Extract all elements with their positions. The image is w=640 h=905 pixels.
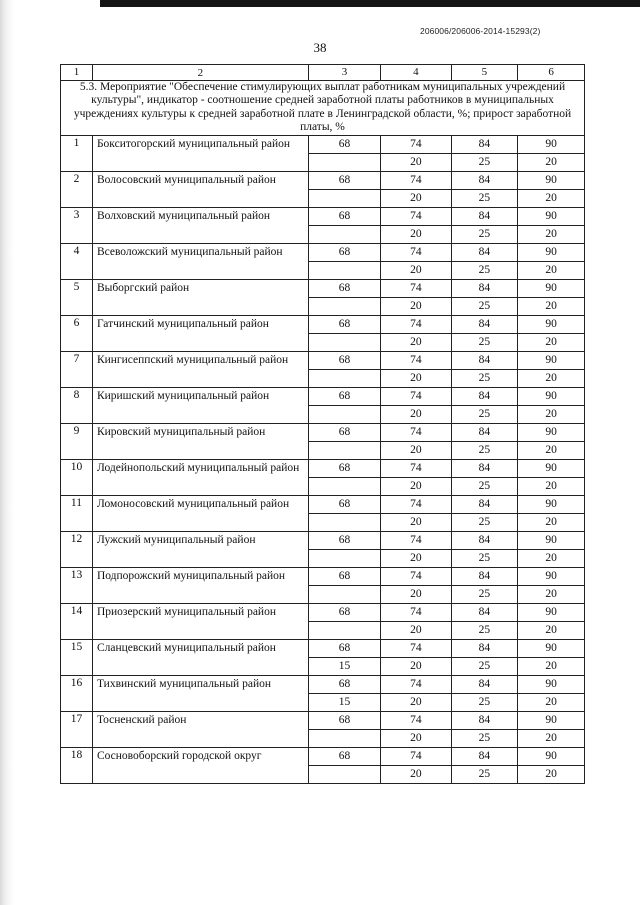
growth-cell: 20 [518,405,585,423]
column-header: 6 [518,65,585,81]
ratio-cell: 84 [451,171,518,189]
growth-cell: 20 [518,657,585,675]
row-number: 8 [61,387,93,423]
table-row [61,603,585,621]
page-number: 38 [313,40,327,55]
table-row [61,639,585,657]
growth-cell: 20 [518,333,585,351]
row-number: 4 [61,243,93,279]
district-name: Кингисеппский муниципальный район [92,351,308,387]
ratio-cell: 74 [381,207,451,225]
scan-edge-shadow [0,0,30,905]
ratio-cell: 68 [308,315,380,333]
district-name: Волховский муниципальный район [92,207,308,243]
growth-cell: 20 [381,693,451,711]
ratio-cell: 84 [451,315,518,333]
growth-cell: 15 [308,693,380,711]
ratio-cell: 68 [308,747,380,765]
ratio-cell: 84 [451,495,518,513]
ratio-cell: 74 [381,171,451,189]
ratio-cell: 90 [518,567,585,585]
growth-cell: 20 [381,765,451,783]
row-number: 11 [61,495,93,531]
growth-cell: 25 [451,369,518,387]
row-number: 15 [61,639,93,675]
growth-cell: 20 [518,513,585,531]
district-name: Тихвинский муниципальный район [92,675,308,711]
ratio-cell: 68 [308,387,380,405]
ratio-cell: 84 [451,639,518,657]
ratio-cell: 68 [308,351,380,369]
row-number: 18 [61,747,93,783]
growth-cell: 20 [381,153,451,171]
district-name: Сосновоборский городской округ [92,747,308,783]
table-row [61,531,585,549]
table-row [61,135,585,153]
ratio-cell: 90 [518,675,585,693]
ratio-cell: 74 [381,315,451,333]
table-row [61,243,585,261]
growth-cell [308,513,380,531]
ratio-cell: 74 [381,711,451,729]
table-row [61,315,585,333]
ratio-cell: 90 [518,207,585,225]
district-name: Лужский муниципальный район [92,531,308,567]
ratio-cell: 68 [308,495,380,513]
growth-cell: 20 [381,441,451,459]
growth-cell: 15 [308,657,380,675]
ratio-cell: 84 [451,531,518,549]
ratio-cell: 68 [308,531,380,549]
growth-cell: 20 [381,477,451,495]
growth-cell: 25 [451,477,518,495]
growth-cell: 25 [451,153,518,171]
ratio-cell: 84 [451,675,518,693]
growth-cell [308,729,380,747]
row-number: 7 [61,351,93,387]
growth-cell: 20 [518,189,585,207]
growth-cell [308,153,380,171]
growth-cell [308,621,380,639]
column-header: 2 [92,65,308,81]
row-number: 9 [61,423,93,459]
district-name: Киришский муниципальный район [92,387,308,423]
growth-cell: 20 [518,477,585,495]
growth-cell: 20 [381,369,451,387]
growth-cell: 20 [518,261,585,279]
ratio-cell: 90 [518,495,585,513]
growth-cell: 20 [518,225,585,243]
ratio-cell: 68 [308,135,380,153]
row-number: 12 [61,531,93,567]
ratio-cell: 74 [381,567,451,585]
column-header: 5 [451,65,518,81]
growth-cell: 20 [381,189,451,207]
growth-cell: 20 [518,297,585,315]
table-row [61,387,585,405]
ratio-cell: 84 [451,603,518,621]
ratio-cell: 84 [451,711,518,729]
ratio-cell: 74 [381,531,451,549]
growth-cell: 20 [518,765,585,783]
growth-cell: 25 [451,621,518,639]
ratio-cell: 84 [451,135,518,153]
ratio-cell: 68 [308,639,380,657]
ratio-cell: 74 [381,747,451,765]
ratio-cell: 68 [308,279,380,297]
growth-cell: 20 [518,621,585,639]
growth-cell: 20 [381,297,451,315]
growth-cell: 20 [518,729,585,747]
column-header-row [61,65,585,81]
table-row [61,351,585,369]
ratio-cell: 84 [451,459,518,477]
growth-cell: 20 [518,153,585,171]
ratio-cell: 90 [518,351,585,369]
ratio-cell: 90 [518,639,585,657]
column-header: 4 [381,65,451,81]
section-title: 5.3. Мероприятие "Обеспечение стимулирующих выплат работникам муниципальных учреждений культуры", индикатор - соотношение средней заработной платы работников в муниципальных учреждениях культуры к средней заработной плате в Ленинградской области, %; прирост заработной платы, % [61,80,585,135]
ratio-cell: 68 [308,243,380,261]
ratio-cell: 90 [518,531,585,549]
growth-cell [308,585,380,603]
section-title-row [61,80,585,135]
ratio-cell: 90 [518,279,585,297]
table-row [61,747,585,765]
column-header: 3 [308,65,380,81]
growth-cell: 20 [381,405,451,423]
ratio-cell: 90 [518,243,585,261]
district-name: Ломоносовский муниципальный район [92,495,308,531]
ratio-cell: 68 [308,459,380,477]
row-number: 2 [61,171,93,207]
ratio-cell: 90 [518,135,585,153]
ratio-cell: 68 [308,171,380,189]
table-row [61,675,585,693]
ratio-cell: 84 [451,387,518,405]
growth-cell [308,405,380,423]
ratio-cell: 74 [381,639,451,657]
ratio-cell: 74 [381,351,451,369]
table-row [61,207,585,225]
growth-cell: 20 [381,513,451,531]
growth-cell [308,225,380,243]
ratio-cell: 74 [381,279,451,297]
ratio-cell: 84 [451,351,518,369]
district-name: Выборгский район [92,279,308,315]
ratio-cell: 74 [381,135,451,153]
ratio-cell: 68 [308,603,380,621]
ratio-cell: 84 [451,423,518,441]
growth-cell [308,189,380,207]
growth-cell: 20 [381,333,451,351]
growth-cell: 25 [451,441,518,459]
table-row [61,711,585,729]
growth-cell: 20 [518,549,585,567]
row-number: 17 [61,711,93,747]
ratio-cell: 74 [381,423,451,441]
growth-cell [308,297,380,315]
growth-cell: 20 [381,585,451,603]
ratio-cell: 90 [518,711,585,729]
row-number: 1 [61,135,93,171]
district-name: Подпорожский муниципальный район [92,567,308,603]
growth-cell [308,369,380,387]
district-name: Волосовский муниципальный район [92,171,308,207]
row-number: 6 [61,315,93,351]
growth-cell: 25 [451,549,518,567]
ratio-cell: 68 [308,711,380,729]
district-name: Лодейнопольский муниципальный район [92,459,308,495]
row-number: 5 [61,279,93,315]
ratio-cell: 68 [308,675,380,693]
row-number: 14 [61,603,93,639]
growth-cell: 25 [451,333,518,351]
growth-cell: 20 [381,657,451,675]
growth-cell: 25 [451,765,518,783]
ratio-cell: 68 [308,207,380,225]
scan-top-bar [100,0,640,7]
ratio-cell: 68 [308,567,380,585]
row-number: 3 [61,207,93,243]
table-row [61,279,585,297]
ratio-cell: 74 [381,495,451,513]
ratio-cell: 74 [381,459,451,477]
growth-cell: 25 [451,297,518,315]
ratio-cell: 90 [518,315,585,333]
data-table [60,64,585,784]
document-code: 206006/206006-2014-15293(2) [420,26,541,36]
ratio-cell: 90 [518,603,585,621]
ratio-cell: 90 [518,747,585,765]
ratio-cell: 74 [381,387,451,405]
growth-cell [308,261,380,279]
growth-cell: 20 [381,621,451,639]
growth-cell: 25 [451,261,518,279]
growth-cell: 20 [518,693,585,711]
district-name: Бокситогорский муниципальный район [92,135,308,171]
growth-cell: 25 [451,405,518,423]
ratio-cell: 84 [451,567,518,585]
growth-cell [308,477,380,495]
district-name: Кировский муниципальный район [92,423,308,459]
growth-cell: 25 [451,225,518,243]
growth-cell: 20 [518,441,585,459]
row-number: 13 [61,567,93,603]
ratio-cell: 90 [518,459,585,477]
growth-cell: 25 [451,657,518,675]
district-name: Гатчинский муниципальный район [92,315,308,351]
growth-cell: 20 [381,225,451,243]
district-name: Сланцевский муниципальный район [92,639,308,675]
district-name: Приозерский муниципальный район [92,603,308,639]
growth-cell: 20 [518,585,585,603]
growth-cell: 20 [381,729,451,747]
ratio-cell: 90 [518,423,585,441]
table-row [61,423,585,441]
growth-cell: 25 [451,585,518,603]
table-row [61,459,585,477]
row-number: 10 [61,459,93,495]
table-row [61,171,585,189]
district-name: Тосненский район [92,711,308,747]
table-row [61,495,585,513]
growth-cell: 20 [381,261,451,279]
growth-cell [308,549,380,567]
growth-cell: 20 [381,549,451,567]
growth-cell: 20 [518,369,585,387]
column-header: 1 [61,65,93,81]
growth-cell [308,441,380,459]
ratio-cell: 68 [308,423,380,441]
growth-cell: 25 [451,189,518,207]
ratio-cell: 74 [381,243,451,261]
growth-cell: 25 [451,513,518,531]
ratio-cell: 90 [518,387,585,405]
ratio-cell: 84 [451,243,518,261]
table-row [61,567,585,585]
ratio-cell: 74 [381,603,451,621]
growth-cell [308,765,380,783]
row-number: 16 [61,675,93,711]
growth-cell [308,333,380,351]
ratio-cell: 90 [518,171,585,189]
ratio-cell: 84 [451,279,518,297]
district-name: Всеволожский муниципальный район [92,243,308,279]
growth-cell: 25 [451,729,518,747]
growth-cell: 25 [451,693,518,711]
ratio-cell: 84 [451,207,518,225]
ratio-cell: 84 [451,747,518,765]
ratio-cell: 74 [381,675,451,693]
